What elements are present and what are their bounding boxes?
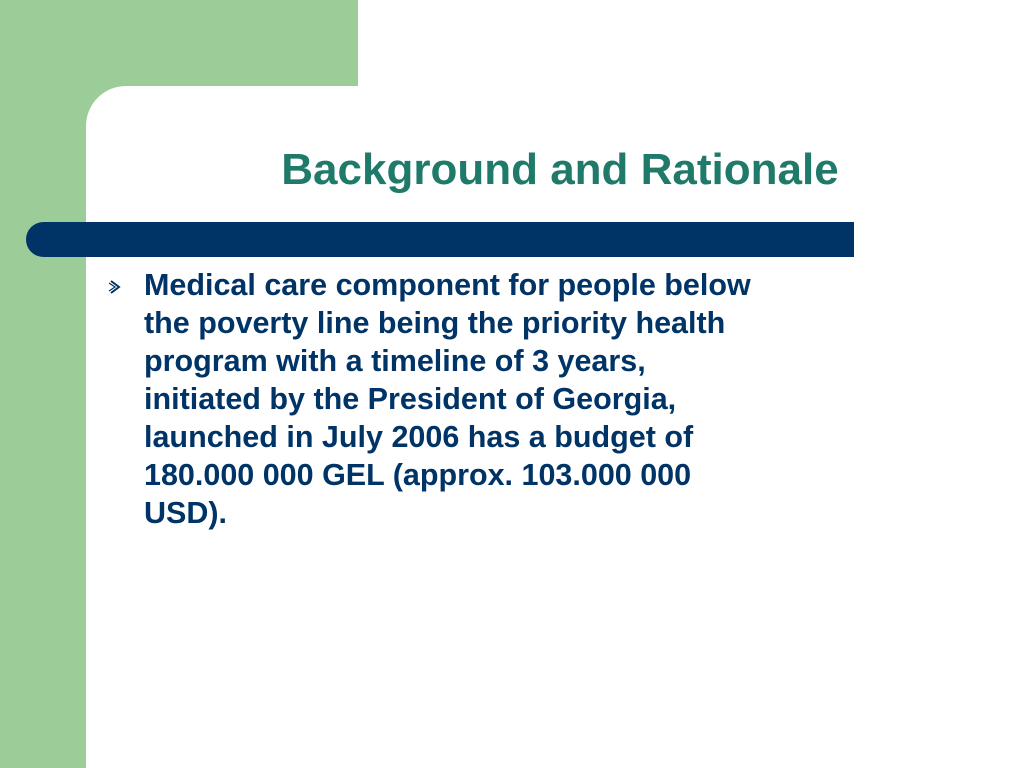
title-divider-bar	[26, 222, 854, 257]
bullet-line: program with a timeline of 3 years,	[144, 344, 646, 378]
bullet-line: initiated by the President of Georgia,	[144, 382, 677, 416]
slide-title: Background and Rationale	[281, 145, 839, 194]
bullet-item	[104, 266, 954, 532]
bullet-line: 180.000 000 GEL (approx. 103.000 000	[144, 458, 692, 492]
bullet-line: the poverty line being the priority health	[144, 306, 726, 340]
bullet-line: USD).	[144, 496, 228, 530]
bullet-text	[144, 266, 944, 532]
bullet-list	[104, 266, 954, 532]
bullet-line: launched in July 2006 has a budget of	[144, 420, 694, 454]
bullet-line: Medical care component for people below	[144, 268, 751, 302]
chevron-right-icon	[104, 266, 144, 294]
